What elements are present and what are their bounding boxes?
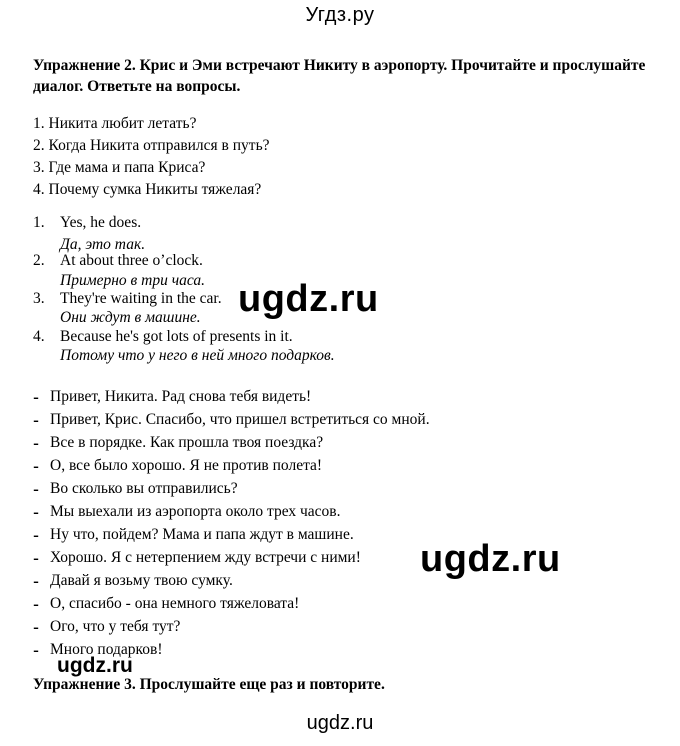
dialogue-line-7: Ну что, пойдем? Мама и папа ждут в машине. [50, 526, 354, 543]
dialogue-dash: - [33, 594, 39, 614]
dialogue-dash: - [33, 410, 39, 430]
dialogue-line-3: Все в порядке. Как прошла твоя поездка? [50, 434, 324, 451]
answer-1-english: Yes, he does. [60, 214, 142, 231]
exercise-2-title: Упражнение 2. Крис и Эми встречают Никиту в аэропорту. Прочитайте и прослушайте диалог. Ответьте на вопросы. [33, 57, 646, 95]
answer-2-number: 2. [33, 252, 45, 269]
dialogue-line-12: Много подарков! [50, 641, 163, 658]
dialogue-dash: - [33, 479, 39, 499]
answer-4-english: Because he's got lots of presents in it. [60, 328, 293, 345]
answer-3-russian: Они ждут в машине. [60, 309, 201, 326]
dialogue-dash: - [33, 502, 39, 522]
footer-site-name: ugdz.ru [306, 712, 374, 734]
answer-1-number: 1. [33, 214, 45, 231]
dialogue-line-8: Хорошо. Я с нетерпением жду встречи с ними! [50, 549, 361, 566]
answer-2-english: At about three o’clock. [60, 252, 203, 269]
dialogue-dash: - [33, 571, 39, 591]
question-1: 1. Никита любит летать? [33, 115, 197, 132]
exercise-3-title: Упражнение 3. Прослушайте еще раз и повторите. [33, 676, 385, 693]
answer-1-russian: Да, это так. [60, 236, 146, 253]
dialogue-line-4: О, все было хорошо. Я не против полета! [50, 457, 323, 474]
answer-4-russian: Потому что у него в ней много подарков. [60, 347, 335, 364]
dialogue-line-10: О, спасибо - она немного тяжеловата! [50, 595, 300, 612]
dialogue-line-6: Мы выехали из аэропорта около трех часов. [50, 503, 341, 520]
watermark: ugdz.ru [57, 654, 133, 677]
dialogue-dash: - [33, 548, 39, 568]
dialogue-dash: - [33, 525, 39, 545]
dialogue-line-5: Во сколько вы отправились? [50, 480, 238, 497]
dialogue-dash: - [33, 387, 39, 407]
answer-4-number: 4. [33, 328, 45, 345]
dialogue-line-11: Ого, что у тебя тут? [50, 618, 181, 635]
watermark: ugdz.ru [420, 538, 561, 580]
site-header: Угдз.ру [305, 4, 375, 26]
dialogue-dash: - [33, 617, 39, 637]
dialogue-line-1: Привет, Никита. Рад снова тебя видеть! [50, 388, 312, 405]
watermark: ugdz.ru [238, 278, 379, 320]
dialogue-dash: - [33, 433, 39, 453]
dialogue-line-2: Привет, Крис. Спасибо, что пришел встретиться со мной. [50, 411, 430, 428]
dialogue-dash: - [33, 456, 39, 476]
dialogue-line-9: Давай я возьму твою сумку. [50, 572, 233, 589]
answer-3-number: 3. [33, 290, 45, 307]
question-3: 3. Где мама и папа Криса? [33, 159, 206, 176]
answer-3-english: They're waiting in the car. [60, 290, 222, 307]
dialogue-dash: - [33, 640, 39, 660]
answer-2-russian: Примерно в три часа. [60, 272, 205, 289]
question-2: 2. Когда Никита отправился в путь? [33, 137, 270, 154]
question-4: 4. Почему сумка Никиты тяжелая? [33, 181, 262, 198]
